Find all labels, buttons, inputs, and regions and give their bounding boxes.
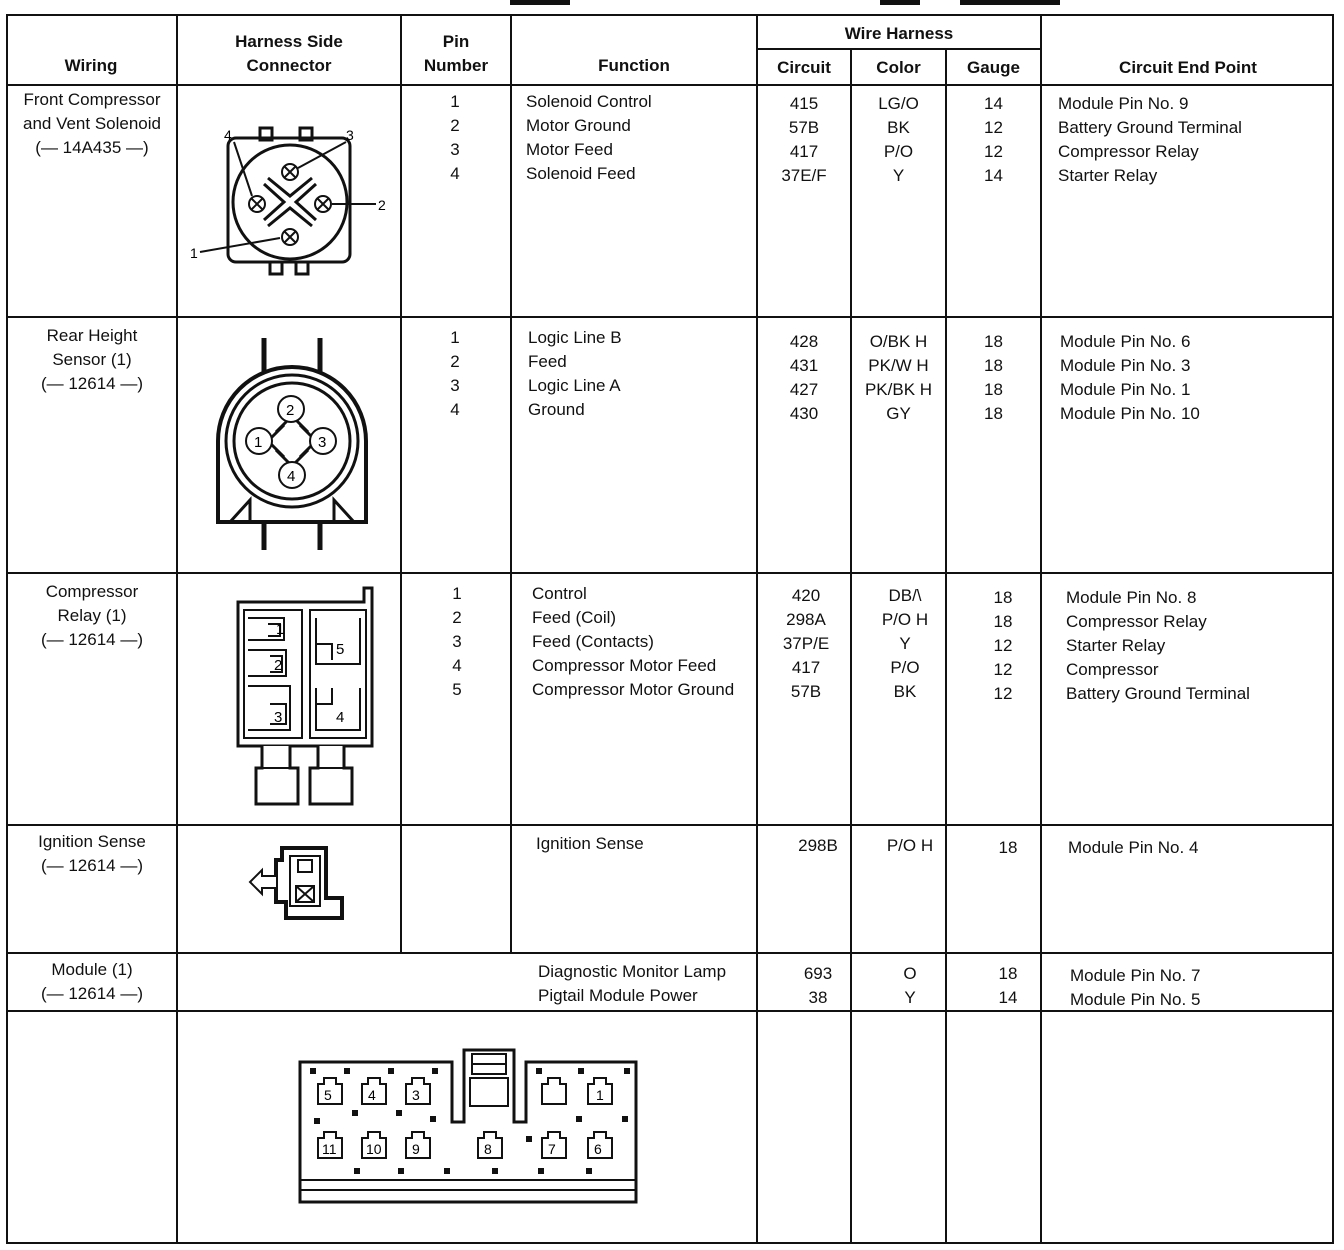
module-pin-3: 3 — [412, 1087, 420, 1103]
relay-pin-1: 1 — [276, 621, 285, 638]
row1-pins: 1 2 3 4 — [450, 92, 460, 183]
row3-end-points: Module Pin No. 8 Compressor Relay Starter Relay Compressor Battery Ground Terminal — [1066, 588, 1250, 703]
row1-colors: LG/O BK P/O Y — [878, 94, 919, 185]
header-bottom — [6, 84, 1334, 86]
row4-wiring: Ignition Sense (— 12614 —) — [38, 832, 146, 875]
row1-end-points: Module Pin No. 9 Battery Ground Terminal Compressor Relay Starter Relay — [1058, 94, 1242, 185]
module-pin-4: 4 — [368, 1087, 376, 1103]
row2-gauges: 18 18 18 18 — [984, 332, 1003, 423]
ignition-sense-connector-diagram — [246, 840, 356, 930]
relay-pin-4: 4 — [336, 709, 345, 726]
row4-circuits: 298B — [798, 836, 838, 855]
row3-wiring: Compressor Relay (1) (— 12614 —) — [40, 582, 144, 649]
row5-functions: Diagnostic Monitor Lamp Pigtail Module Power — [538, 962, 727, 1005]
front-compressor-connector-diagram — [180, 120, 400, 280]
row4-colors: P/O H — [886, 836, 934, 855]
header-pin-number: Pin Number — [423, 32, 489, 75]
row-divider — [6, 952, 1334, 954]
row5-wiring: Module (1) (— 12614 —) — [40, 960, 144, 1003]
row1-functions: Solenoid Control Motor Ground Motor Feed Solenoid Feed — [526, 92, 652, 183]
module-pin-1: 1 — [596, 1087, 604, 1103]
row1-circuits: 415 57B 417 37E/F — [781, 94, 827, 185]
pin-label-4: 4 — [287, 468, 296, 485]
header-gauge: Gauge — [967, 58, 1020, 77]
pin-label-2: 2 — [286, 402, 295, 419]
module-pin-6: 6 — [594, 1141, 602, 1157]
row5-end-points: Module Pin No. 7 Module Pin No. 5 — [1070, 966, 1201, 1009]
row5-colors: O Y — [903, 964, 917, 1007]
module-pin-7: 7 — [548, 1141, 556, 1157]
row-divider — [6, 572, 1334, 574]
module-pin-9: 9 — [412, 1141, 420, 1157]
rear-height-sensor-connector-diagram — [210, 336, 370, 556]
header-color: Color — [876, 58, 921, 77]
row3-gauges: 18 18 12 12 12 — [993, 588, 1013, 703]
row5-gauges: 18 14 — [998, 964, 1018, 1007]
header-wiring: Wiring — [64, 56, 118, 75]
module-pin-10: 10 — [366, 1141, 382, 1157]
header-harness-side-connector: Harness Side Connector — [235, 32, 343, 75]
row5-circuits: 693 38 — [803, 964, 833, 1007]
row-divider — [6, 824, 1334, 826]
row2-wiring: Rear Height Sensor (1) (— 12614 —) — [40, 326, 144, 393]
row3-pins: 1 2 3 4 5 — [452, 584, 462, 699]
col-divider — [510, 14, 512, 954]
row4-functions: Ignition Sense — [536, 834, 644, 853]
module-pin-8: 8 — [484, 1141, 492, 1157]
label-3: 3 — [346, 127, 354, 143]
module-pin-11: 11 — [322, 1141, 337, 1157]
header-circuit-end-point: Circuit End Point — [1119, 58, 1257, 77]
row2-functions: Logic Line B Feed Logic Line A Ground — [528, 328, 622, 419]
col-divider — [176, 14, 178, 1244]
relay-pin-2: 2 — [274, 657, 283, 674]
pin-label-3: 3 — [318, 434, 327, 451]
row2-pins: 1 2 3 4 — [450, 328, 460, 419]
compressor-relay-connector-diagram — [232, 584, 380, 810]
label-4: 4 — [224, 127, 232, 143]
pin-label-1: 1 — [254, 434, 263, 451]
row-divider — [6, 316, 1334, 318]
header-divider — [756, 48, 1042, 50]
row3-colors: DB/\ P/O H Y P/O BK — [881, 586, 929, 701]
relay-pin-5: 5 — [336, 641, 345, 658]
row2-circuits: 428 431 427 430 — [789, 332, 819, 423]
label-2: 2 — [378, 197, 386, 213]
header-wire-harness: Wire Harness — [844, 24, 954, 43]
row3-circuits: 420 298A 37P/E 417 57B — [782, 586, 830, 701]
header-function: Function — [598, 56, 670, 75]
label-1: 1 — [190, 245, 198, 261]
module-connector-diagram — [296, 1040, 640, 1206]
row2-colors: O/BK H PK/W H PK/BK H GY — [864, 332, 933, 423]
module-pin-5: 5 — [324, 1087, 332, 1103]
row1-wiring: Front Compressor and Vent Solenoid (— 14A435 —) — [22, 90, 161, 157]
header-circuit: Circuit — [777, 58, 831, 77]
row1-gauges: 14 12 12 14 — [984, 94, 1003, 185]
row4-gauges: 18 — [998, 838, 1018, 857]
row3-functions: Control Feed (Coil) Feed (Contacts) Compressor Motor Feed Compressor Motor Ground — [532, 584, 735, 699]
relay-pin-3: 3 — [274, 709, 283, 726]
row4-end-points: Module Pin No. 4 — [1068, 838, 1199, 857]
cropped-heading-strip — [0, 0, 1344, 14]
row2-end-points: Module Pin No. 6 Module Pin No. 3 Module Pin No. 1 Module Pin No. 10 — [1060, 332, 1200, 423]
